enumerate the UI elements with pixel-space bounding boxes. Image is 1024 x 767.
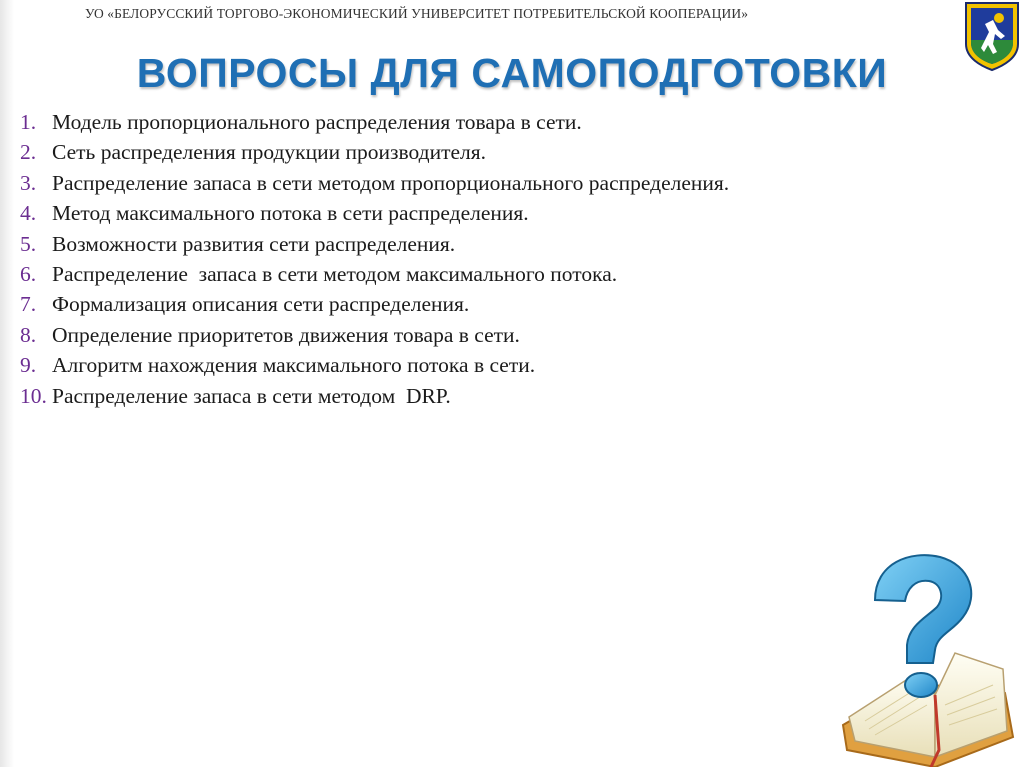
list-item-text: Распределение запаса в сети методом DRP. [52, 383, 451, 408]
list-item-number: 2. [20, 140, 37, 165]
list-item [20, 107, 729, 137]
list-item [20, 381, 729, 411]
list-item-number: 8. [20, 322, 37, 347]
list-item-text: Модель пропорционального распределения товара в сети. [52, 110, 582, 134]
question-list [20, 107, 729, 411]
list-item [20, 229, 729, 259]
list-item-number: 3. [20, 170, 37, 195]
list-item-text: Распределение запаса в сети методом максимального потока. [52, 262, 618, 287]
list-item-text: Возможности развития сети распределения. [52, 231, 456, 256]
list-item-number: 10. [20, 383, 47, 408]
list-item-text: Метод максимального потока в сети распределения. [52, 201, 529, 226]
university-header: УО «БЕЛОРУССКИЙ ТОРГОВО-ЭКОНОМИЧЕСКИЙ УНИВЕРСИТЕТ ПОТРЕБИТЕЛЬСКОЙ КООПЕРАЦИИ» [85, 6, 749, 21]
list-item-number: 6. [20, 262, 37, 287]
question-mark-book-icon [835, 545, 1024, 767]
list-item [20, 289, 729, 319]
list-item-number: 7. [20, 292, 37, 317]
list-item-number: 1. [20, 110, 37, 134]
list-item [20, 198, 729, 228]
list-item-text: Формализация описания сети распределения. [52, 292, 470, 317]
list-item-text: Сеть распределения продукции производителя. [52, 140, 487, 165]
list-item-text: Определение приоритетов движения товара в сети. [52, 322, 520, 347]
page-title: ВОПРОСЫ ДЛЯ САМОПОДГОТОВКИ [136, 50, 888, 96]
list-item [20, 350, 729, 380]
left-edge-shade [0, 0, 14, 767]
list-item [20, 259, 729, 289]
list-item-number: 4. [20, 201, 37, 226]
list-item [20, 320, 729, 350]
list-item [20, 168, 729, 198]
list-item-text: Алгоритм нахождения максимального потока в сети. [52, 353, 536, 378]
list-item-number: 5. [20, 231, 37, 256]
list-item-text: Распределение запаса в сети методом пропорционального распределения. [52, 170, 730, 195]
list-item [20, 137, 729, 167]
list-item-number: 9. [20, 353, 37, 378]
